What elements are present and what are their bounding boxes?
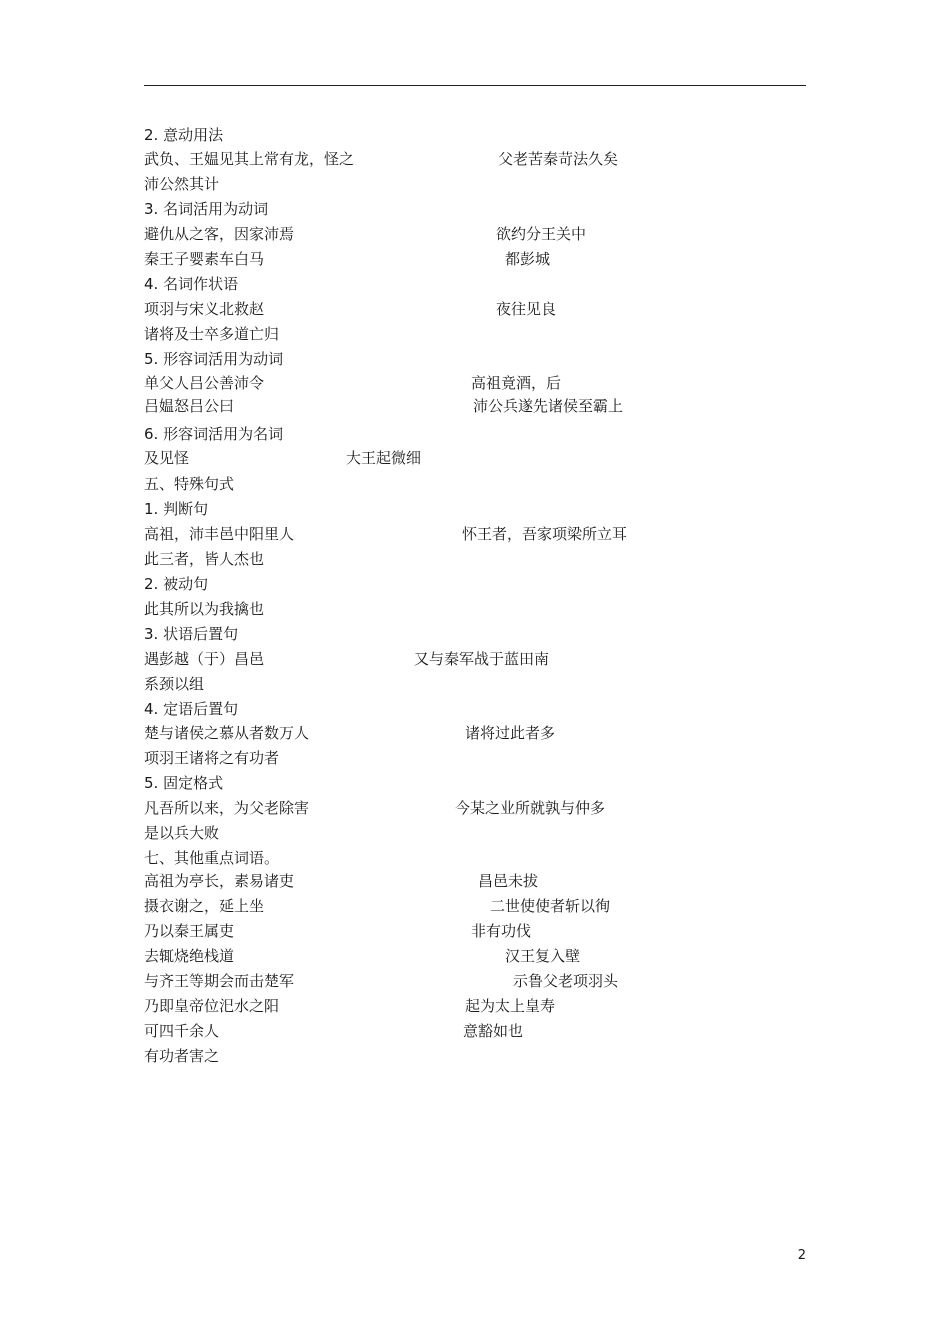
example-sentence: 诸将及士卒多道亡归 [144, 325, 280, 343]
example-sentence: 单父人吕公善沛令 [144, 374, 265, 392]
chapter-heading: 七、其他重点词语。 [144, 849, 280, 867]
example-sentence: 系颈以组 [144, 675, 205, 693]
example-sentence: 高祖竟酒，后 [471, 374, 562, 392]
example-sentence: 吕媪怒吕公曰 [144, 397, 235, 415]
example-sentence: 去辄烧绝栈道 [144, 947, 235, 965]
example-sentence: 大王起微细 [346, 449, 422, 467]
header-rule [144, 85, 806, 86]
example-sentence: 夜往见良 [496, 300, 557, 318]
section-heading: 3. 名词活用为动词 [144, 200, 269, 218]
example-sentence: 项羽王诸将之有功者 [144, 749, 280, 767]
example-sentence: 沛公然其计 [144, 175, 220, 193]
example-sentence: 及见怪 [144, 449, 190, 467]
section-heading: 5. 固定格式 [144, 774, 224, 792]
example-sentence: 凡吾所以来，为父老除害 [144, 799, 310, 817]
example-sentence: 起为太上皇寿 [465, 997, 556, 1015]
example-sentence: 此三者，皆人杰也 [144, 550, 265, 568]
chapter-heading: 五、特殊句式 [144, 475, 235, 493]
example-sentence: 高祖为亭长，素易诸吏 [144, 872, 295, 890]
example-sentence: 沛公兵遂先诸侯至霸上 [473, 397, 624, 415]
section-heading: 4. 名词作状语 [144, 275, 239, 293]
example-sentence: 怀王者，吾家项梁所立耳 [462, 525, 628, 543]
example-sentence: 秦王子婴素车白马 [144, 250, 265, 268]
section-heading: 2. 被动句 [144, 575, 209, 593]
example-sentence: 都彭城 [505, 250, 551, 268]
example-sentence: 诸将过此者多 [465, 724, 556, 742]
example-sentence: 今某之业所就孰与仲多 [455, 799, 606, 817]
example-sentence: 可四千余人 [144, 1022, 220, 1040]
example-sentence: 乃即皇帝位汜水之阳 [144, 997, 280, 1015]
example-sentence: 楚与诸侯之慕从者数万人 [144, 724, 310, 742]
section-heading: 3. 状语后置句 [144, 625, 239, 643]
example-sentence: 有功者害之 [144, 1047, 220, 1065]
example-sentence: 又与秦军战于蓝田南 [414, 650, 550, 668]
section-heading: 1. 判断句 [144, 500, 209, 518]
example-sentence: 与齐王等期会而击楚军 [144, 972, 295, 990]
section-heading: 6. 形容词活用为名词 [144, 425, 284, 443]
section-heading: 5. 形容词活用为动词 [144, 350, 284, 368]
example-sentence: 示鲁父老项羽头 [513, 972, 619, 990]
example-sentence: 父老苦秦苛法久矣 [498, 150, 619, 168]
section-heading: 2. 意动用法 [144, 126, 224, 144]
example-sentence: 避仇从之客，因家沛焉 [144, 225, 295, 243]
example-sentence: 昌邑未拔 [478, 872, 539, 890]
example-sentence: 此其所以为我擒也 [144, 600, 265, 618]
example-sentence: 欲约分王关中 [496, 225, 587, 243]
example-sentence: 乃以秦王属吏 [144, 922, 235, 940]
example-sentence: 汉王复入壁 [505, 947, 581, 965]
example-sentence: 高祖，沛丰邑中阳里人 [144, 525, 295, 543]
example-sentence: 非有功伐 [471, 922, 532, 940]
example-sentence: 武负、王媪见其上常有龙，怪之 [144, 150, 355, 168]
example-sentence: 是以兵大败 [144, 824, 220, 842]
page-number: 2 [797, 1248, 806, 1263]
example-sentence: 项羽与宋义北救赵 [144, 300, 265, 318]
example-sentence: 遇彭越（于）昌邑 [144, 650, 265, 668]
example-sentence: 摄衣谢之，延上坐 [144, 897, 265, 915]
section-heading: 4. 定语后置句 [144, 700, 239, 718]
example-sentence: 意豁如也 [463, 1022, 524, 1040]
example-sentence: 二世使使者斩以徇 [490, 897, 611, 915]
